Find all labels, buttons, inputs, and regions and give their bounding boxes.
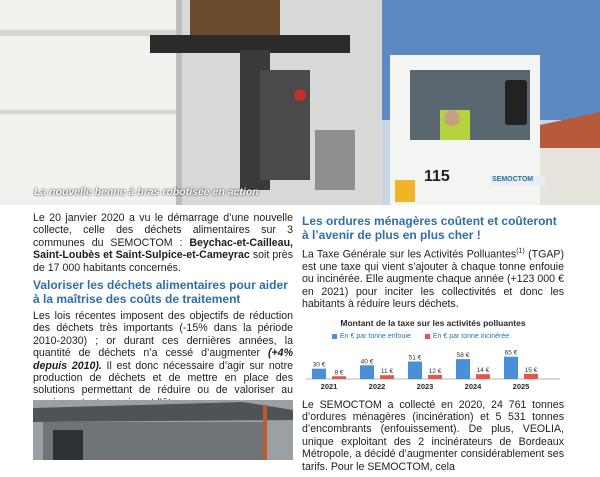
section-heading-ordures: Les ordures ménagères coûtent et coûteront à l’avenir de plus en plus cher ! — [302, 214, 557, 242]
communes-list: Beychac-et-Cailleau, Saint-Loubès et Saint-Sulpice-et-Cameyrac — [33, 236, 293, 262]
tax-chart — [302, 317, 564, 391]
bar-2024-enfouie — [456, 359, 470, 379]
intro-text-end: soit près de 17 000 habitants concernés. — [33, 249, 293, 274]
body-highlight: (+4% depuis 2010). — [33, 347, 293, 372]
bar-2025-incineree — [524, 374, 538, 379]
data-label-2025-enfouie: 65 € — [504, 350, 518, 358]
footnote-marker: (1) — [516, 248, 525, 255]
body-text: Les lois récentes imposent des objectifs de réduction des déchets très importants (-15% dans la période 2010-2030) ; or durant ces dernières années, la quantité de déchets n’a cessé d’augmenter — [33, 310, 293, 360]
tick-label-2022: 2022 — [368, 382, 386, 392]
left-column — [33, 212, 293, 413]
chart-title: Montant de la taxe sur les activités polluantes — [340, 317, 526, 328]
tick-label-2023: 2023 — [416, 382, 434, 392]
body-text-end: Il est donc nécessaire d’agir sur notre production de déchets et de mettre en place des solutions permettant de réduire ou de valoriser au — [33, 359, 293, 397]
depot-photo — [33, 400, 293, 460]
tick-label-2025: 2025 — [512, 382, 530, 392]
chart-plot — [302, 343, 564, 391]
data-label-2022-enfouie: 40 € — [360, 358, 374, 366]
section-heading-valoriser: Valoriser les déchets alimentaires pour aider à la maîtrise des coûts de traitement — [33, 278, 288, 307]
bar-2021-enfouie — [312, 369, 326, 379]
photo-caption: La nouvelle benne à bras robotisée en action — [34, 186, 259, 198]
bar-2022-incineree — [380, 376, 394, 380]
tgap-text-end: (TGAP) est une taxe qui vient s’ajouter à chaque tonne enfouie ou incinérée. Elle augmente chaque année (+123 000 € en 2021) pour inciter les collectivités et donc les habitants à réduire leurs déchets. — [302, 248, 565, 311]
bar-2025-enfouie — [504, 357, 518, 379]
bottom-paragraph: Le SEMOCTOM a collecté en 2020, 24 761 tonnes d’ordures ménagères (incinération) et 5 531 tonnes d’encombrants (enfouissement). De plus, VEOLIA, unique exploitant des 2 incinérateurs de Bordeaux Métropole, a décidé d’augmenter considérablement ses tarifs. Pour le SEMOCTOM, cela — [302, 398, 564, 473]
data-label-2021-enfouie: 30 € — [312, 362, 326, 370]
truck-brand-label: SEMOCTOM — [492, 176, 534, 183]
data-label-2023-incineree: 12 € — [428, 368, 442, 376]
data-label-2022-incineree: 11 € — [380, 368, 394, 376]
garbage-truck-illustration — [0, 0, 600, 205]
tgap-paragraph — [302, 246, 564, 311]
bar-2023-incineree — [428, 375, 442, 379]
chart-legend — [332, 331, 564, 343]
bar-2024-incineree — [476, 375, 490, 380]
legend-item-incineree — [425, 331, 509, 343]
tgap-text: La Taxe Générale sur les Activités Polluantes — [302, 248, 517, 261]
data-label-2024-incineree: 14 € — [476, 367, 490, 375]
tick-label-2024: 2024 — [464, 382, 482, 392]
intro-text: Le 20 janvier 2020 a vu le démarrage d’une nouvelle collecte, celle des déchets alimentaires sur 3 communes du SEMOCTOM : — [33, 212, 293, 249]
legend-swatch-red — [425, 334, 430, 339]
bar-2021-incineree — [332, 377, 346, 380]
legend-label-incineree: En € par tonne incinérée — [432, 332, 510, 340]
hero-photo — [0, 0, 600, 205]
truck-number: 115 — [424, 168, 450, 185]
tick-label-2021: 2021 — [320, 382, 338, 392]
legend-swatch-blue — [332, 334, 337, 339]
intro-paragraph — [33, 212, 293, 274]
data-label-2023-enfouie: 51 € — [408, 354, 422, 362]
data-label-2024-enfouie: 58 € — [456, 352, 470, 360]
bar-2023-enfouie — [408, 362, 422, 379]
legend-item-enfouie — [332, 331, 411, 343]
body-paragraph — [33, 310, 293, 409]
bar-2022-enfouie — [360, 366, 374, 380]
data-label-2021-incineree: 8 € — [334, 369, 344, 377]
data-label-2025-incineree: 15 € — [524, 367, 538, 375]
legend-label-enfouie: En € par tonne enfouie — [340, 332, 411, 340]
right-column — [302, 212, 564, 477]
